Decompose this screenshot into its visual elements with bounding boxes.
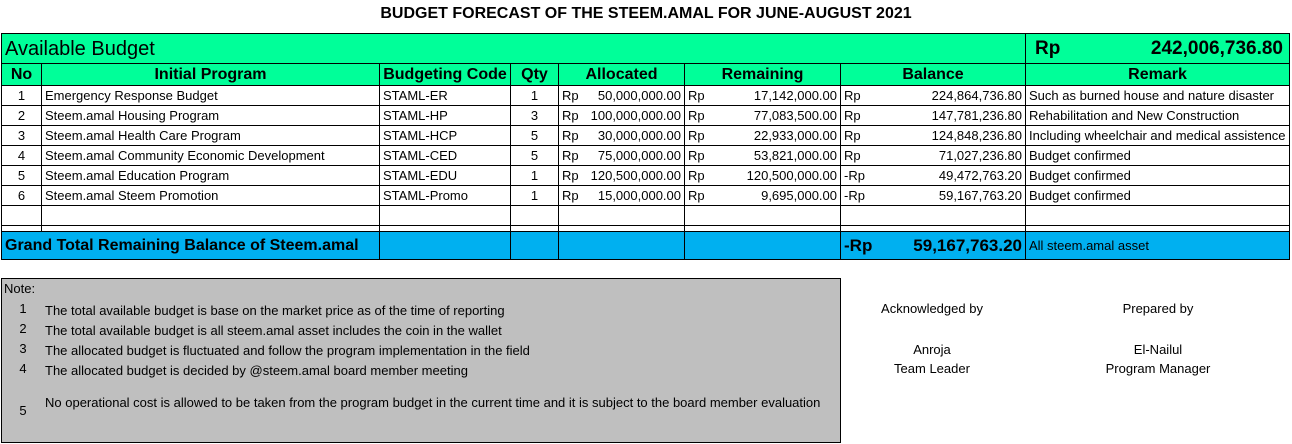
cell-remark: Such as burned house and nature disaster	[1026, 86, 1290, 106]
header-balance: Balance	[841, 64, 1026, 86]
note-number: 1	[19, 301, 27, 316]
table-row	[2, 86, 1290, 106]
allocated-value: 15,000,000.00	[597, 187, 681, 203]
cell-balance	[841, 126, 1026, 146]
table-row	[2, 126, 1290, 146]
cell-allocated	[559, 146, 685, 166]
cell-allocated	[559, 106, 685, 126]
available-budget-row	[2, 34, 1290, 64]
remaining-currency: Rp	[688, 187, 705, 203]
note-text: The allocated budget is fluctuated and follow the program implementation in the field	[45, 343, 530, 358]
header-allocated: Allocated	[559, 64, 685, 86]
remaining-currency: Rp	[688, 107, 705, 123]
cell-no: 2	[2, 106, 42, 126]
grand-total-label: Grand Total Remaining Balance of Steem.amal	[2, 232, 380, 260]
allocated-value: 50,000,000.00	[597, 87, 681, 103]
cell-code: STAML-CED	[380, 146, 511, 166]
empty-row	[2, 206, 1290, 226]
cell-qty: 1	[511, 186, 559, 206]
table-row	[2, 106, 1290, 126]
remaining-value: 120,500,000.00	[746, 167, 837, 183]
cell-remark: Budget confirmed	[1026, 146, 1290, 166]
allocated-currency: Rp	[562, 127, 579, 143]
grand-total-value: 59,167,763.20	[913, 235, 1022, 255]
remaining-value: 22,933,000.00	[753, 127, 837, 143]
note-text: The total available budget is all steem.amal asset includes the coin in the wallet	[45, 323, 502, 338]
balance-currency: -Rp	[844, 187, 865, 203]
cell-code: STAML-ER	[380, 86, 511, 106]
note-text: No operational cost is allowed to be taken from the program budget in the current time and it is subject to the board member evaluation	[45, 395, 821, 410]
remaining-value: 77,083,500.00	[753, 107, 837, 123]
allocated-value: 75,000,000.00	[597, 147, 681, 163]
cell-code: STAML-HCP	[380, 126, 511, 146]
cell-balance	[841, 166, 1026, 186]
allocated-currency: Rp	[562, 187, 579, 203]
balance-value: 147,781,236.80	[931, 107, 1022, 123]
remaining-currency: Rp	[688, 127, 705, 143]
cell-remaining	[685, 146, 841, 166]
balance-value: 224,864,736.80	[931, 87, 1022, 103]
balance-value: 124,848,236.80	[931, 127, 1022, 143]
header-no: No	[2, 64, 42, 86]
cell-program: Emergency Response Budget	[42, 86, 380, 106]
remaining-value: 9,695,000.00	[761, 187, 837, 203]
note-text: The total available budget is base on the market price as of the time of reporting	[45, 303, 505, 318]
remaining-currency: Rp	[688, 87, 705, 103]
table-row	[2, 146, 1290, 166]
acknowledger-name: Anroja	[913, 342, 951, 357]
cell-allocated	[559, 86, 685, 106]
cell-qty: 5	[511, 146, 559, 166]
available-budget-amount	[1026, 34, 1290, 64]
cell-remark: Budget confirmed	[1026, 166, 1290, 186]
table-row	[2, 166, 1290, 186]
acknowledger-role: Team Leader	[894, 361, 970, 376]
cell-no: 5	[2, 166, 42, 186]
remaining-currency: Rp	[688, 167, 705, 183]
cell-remaining	[685, 186, 841, 206]
header-remark: Remark	[1026, 64, 1290, 86]
cell-remaining	[685, 86, 841, 106]
grand-total-row	[2, 232, 1290, 260]
cell-qty: 1	[511, 86, 559, 106]
balance-value: 59,167,763.20	[938, 187, 1022, 203]
balance-currency: Rp	[844, 127, 861, 143]
page-title: BUDGET FORECAST OF THE STEEM.AMAL FOR JUNE-AUGUST 2021	[380, 5, 912, 22]
available-currency: Rp	[1035, 37, 1061, 59]
cell-no: 3	[2, 126, 42, 146]
cell-balance	[841, 146, 1026, 166]
remaining-currency: Rp	[688, 147, 705, 163]
cell-no: 1	[2, 86, 42, 106]
note-title: Note:	[4, 281, 36, 296]
grand-total-currency: -Rp	[844, 235, 873, 255]
allocated-value: 30,000,000.00	[597, 127, 681, 143]
table-row	[2, 186, 1290, 206]
cell-program: Steem.amal Health Care Program	[42, 126, 380, 146]
cell-program: Steem.amal Housing Program	[42, 106, 380, 126]
available-amount-value: 242,006,736.80	[1150, 37, 1283, 59]
cell-program: Steem.amal Community Economic Development	[42, 146, 380, 166]
allocated-currency: Rp	[562, 107, 579, 123]
preparer-role: Program Manager	[1105, 361, 1211, 376]
cell-qty: 1	[511, 166, 559, 186]
cell-allocated	[559, 186, 685, 206]
header-code: Budgeting Code	[380, 64, 511, 86]
allocated-currency: Rp	[562, 147, 579, 163]
cell-remark: Including wheelchair and medical assistence	[1026, 126, 1290, 146]
cell-balance	[841, 186, 1026, 206]
cell-qty: 5	[511, 126, 559, 146]
balance-currency: Rp	[844, 87, 861, 103]
balance-currency: Rp	[844, 147, 861, 163]
grand-total-amount	[841, 232, 1026, 260]
cell-code: STAML-HP	[380, 106, 511, 126]
cell-remaining	[685, 126, 841, 146]
balance-value: 49,472,763.20	[938, 167, 1022, 183]
balance-currency: Rp	[844, 107, 861, 123]
cell-no: 4	[2, 146, 42, 166]
cell-code: STAML-EDU	[380, 166, 511, 186]
header-program: Initial Program	[42, 64, 380, 86]
note-number: 4	[19, 361, 27, 376]
cell-remaining	[685, 106, 841, 126]
cell-code: STAML-Promo	[380, 186, 511, 206]
cell-remark: Rehabilitation and New Construction	[1026, 106, 1290, 126]
cell-allocated	[559, 126, 685, 146]
cell-program: Steem.amal Education Program	[42, 166, 380, 186]
balance-value: 71,027,236.80	[938, 147, 1022, 163]
balance-currency: -Rp	[844, 167, 865, 183]
remaining-value: 17,142,000.00	[753, 87, 837, 103]
note-box	[1, 278, 841, 443]
allocated-currency: Rp	[562, 167, 579, 183]
header-qty: Qty	[511, 64, 559, 86]
note-number: 3	[19, 341, 27, 356]
cell-balance	[841, 106, 1026, 126]
budget-table	[1, 33, 1290, 260]
header-remaining: Remaining	[685, 64, 841, 86]
cell-qty: 3	[511, 106, 559, 126]
allocated-currency: Rp	[562, 87, 579, 103]
cell-no: 6	[2, 186, 42, 206]
cell-remaining	[685, 166, 841, 186]
cell-program: Steem.amal Steem Promotion	[42, 186, 380, 206]
note-text: The allocated budget is decided by @steem.amal board member meeting	[45, 363, 468, 378]
note-number: 5	[19, 403, 27, 418]
available-budget-label: Available Budget	[2, 34, 1026, 64]
cell-remark: Budget confirmed	[1026, 186, 1290, 206]
note-number: 2	[19, 321, 27, 336]
cell-balance	[841, 86, 1026, 106]
prepared-by-label: Prepared by	[1122, 301, 1194, 316]
header-row	[2, 64, 1290, 86]
cell-allocated	[559, 166, 685, 186]
preparer-name: El-Nailul	[1133, 342, 1183, 357]
remaining-value: 53,821,000.00	[753, 147, 837, 163]
grand-total-remark: All steem.amal asset	[1026, 232, 1290, 260]
acknowledged-by-label: Acknowledged by	[881, 301, 983, 316]
allocated-value: 120,500,000.00	[590, 167, 681, 183]
allocated-value: 100,000,000.00	[590, 107, 681, 123]
